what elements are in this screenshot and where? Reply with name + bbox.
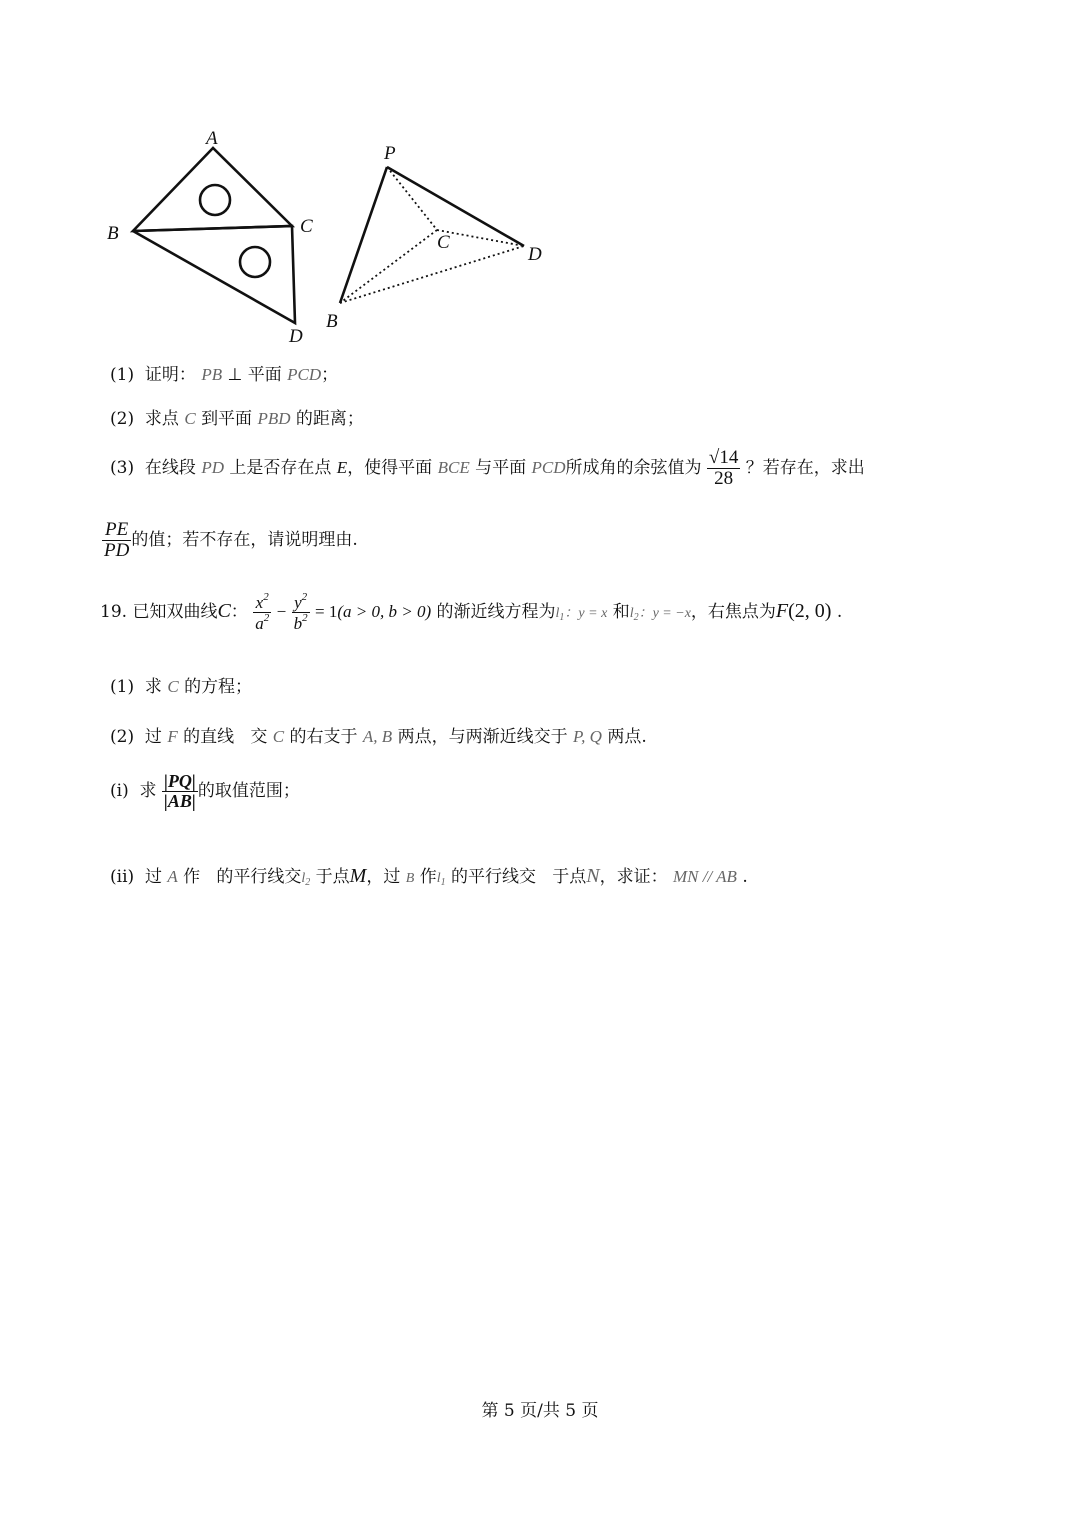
label-b-right: B	[326, 311, 338, 332]
geometry-figure	[96, 118, 566, 350]
label-c-right: C	[437, 232, 450, 253]
label-b-left: B	[107, 223, 119, 244]
page-number-footer: 第 5 页/共 5 页	[481, 1401, 599, 1421]
folding-diagram	[96, 118, 566, 350]
q19-part1: (1) 求 C 的方程；	[110, 677, 253, 697]
edge-pd	[387, 167, 524, 246]
q18-part3-cont: $\frac{PE}{PD}$ 的值；若不存在，请说明理由.	[104, 519, 358, 561]
x-over-a-fraction: $\frac{x^2}{a^2}$	[255, 591, 270, 633]
pq-ab-fraction: $\frac{|PQ|}{|AB|}$	[163, 771, 196, 811]
y-over-b-fraction: $\frac{y^2}{b^2}$	[293, 591, 308, 633]
edge-pc	[387, 167, 437, 230]
q18-part2: (2) 求点 C 到平面 PBD 的距离；	[110, 409, 364, 429]
q19-part-ii: (ii) 过 A 作 的平行线交$l_2$ 于点M，过 B 作$l_1$ 的平行线交 于点N，求证： MN // AB .	[110, 865, 748, 888]
cosine-fraction: $\frac{√14}{28}$	[708, 447, 739, 489]
q19-part-i: (i) 求 $\frac{|PQ|}{|AB|}$ 的取值范围；	[110, 771, 300, 811]
label-a: A	[206, 128, 218, 149]
label-d-right: D	[528, 244, 542, 265]
circle-mark-1	[200, 185, 230, 215]
triangle-abc	[133, 148, 292, 231]
q19-stem: 19. 已知双曲线C： $\frac{x^2}{a^2}$ − $\frac{y^2}{b^2}$ = 1(a > 0, b > 0) 的渐近线方程为$l_1$：y = x 和$l_2$：y = −x，右焦点为F(2, 0) .	[100, 591, 843, 633]
edge-pb	[340, 167, 387, 303]
q19-part2: (2) 过 F 的直线 交 C 的右支于 A, B 两点，与两渐近线交于 P, Q 两点.	[110, 727, 647, 747]
label-d-left: D	[289, 326, 303, 347]
label-c-left: C	[300, 216, 313, 237]
triangle-bcd	[133, 226, 295, 323]
edge-bd	[340, 246, 524, 303]
edge-bc	[340, 230, 437, 303]
q18-part3: (3) 在线段 PD 上是否存在点 E，使得平面 BCE 与平面 PCD所成角的余弦值为 $\frac{√14}{28}$ ？若存在，求出	[110, 447, 865, 489]
pe-pd-fraction: $\frac{PE}{PD}$	[104, 519, 130, 561]
label-p: P	[384, 143, 396, 164]
q18-part1: (1) 证明： PB ⊥ 平面 PCD；	[110, 365, 339, 385]
circle-mark-2	[240, 247, 270, 277]
